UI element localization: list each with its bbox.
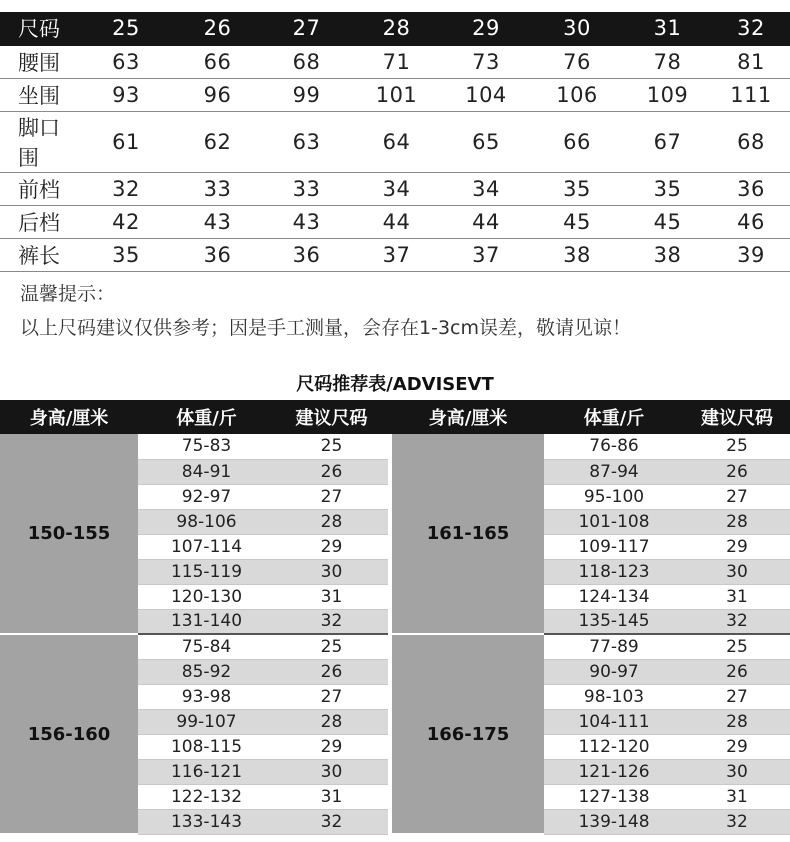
suggested-size-cell: 25 xyxy=(275,434,388,459)
suggested-size-cell: 30 xyxy=(684,759,790,784)
weight-range-cell: 133-143 xyxy=(138,809,275,834)
size-value-cell: 78 xyxy=(623,45,712,78)
size-value-cell: 39 xyxy=(712,238,790,271)
size-row-label: 腰围 xyxy=(0,45,78,78)
size-value-cell: 63 xyxy=(78,45,174,78)
size-value-cell: 81 xyxy=(712,45,790,78)
size-header-cell: 26 xyxy=(174,12,261,45)
weight-range-cell: 120-130 xyxy=(138,584,275,609)
size-value-cell: 68 xyxy=(712,111,790,172)
size-value-cell: 36 xyxy=(174,238,261,271)
size-value-cell: 111 xyxy=(712,78,790,111)
size-value-cell: 45 xyxy=(623,205,712,238)
size-value-cell: 109 xyxy=(623,78,712,111)
weight-range-cell: 104-111 xyxy=(544,709,684,734)
size-value-cell: 34 xyxy=(352,172,441,205)
recommend-title: 尺码推荐表/ADVISEVT xyxy=(296,374,494,395)
weight-range-cell: 115-119 xyxy=(138,559,275,584)
size-value-cell: 33 xyxy=(261,172,352,205)
size-value-cell: 63 xyxy=(261,111,352,172)
size-row-label: 裤长 xyxy=(0,238,78,271)
size-row xyxy=(0,205,790,238)
weight-range-cell: 98-103 xyxy=(544,684,684,709)
size-value-cell: 64 xyxy=(352,111,441,172)
size-row xyxy=(0,238,790,271)
size-value-cell: 96 xyxy=(174,78,261,111)
weight-range-cell: 118-123 xyxy=(544,559,684,584)
size-value-cell: 34 xyxy=(441,172,531,205)
size-value-cell: 36 xyxy=(712,172,790,205)
size-value-cell: 43 xyxy=(174,205,261,238)
weight-range-cell: 124-134 xyxy=(544,584,684,609)
weight-range-cell: 84-91 xyxy=(138,459,275,484)
size-header-cell: 27 xyxy=(261,12,352,45)
size-value-cell: 38 xyxy=(531,238,623,271)
recommend-header-cell: 身高/厘米 xyxy=(392,400,544,434)
size-value-cell: 106 xyxy=(531,78,623,111)
weight-range-cell: 131-140 xyxy=(138,609,275,634)
size-header-cell: 29 xyxy=(441,12,531,45)
size-row xyxy=(0,172,790,205)
size-header-cell: 31 xyxy=(623,12,712,45)
size-header-cell: 30 xyxy=(531,12,623,45)
size-value-cell: 73 xyxy=(441,45,531,78)
suggested-size-cell: 29 xyxy=(275,534,388,559)
recommend-table xyxy=(0,400,790,835)
size-header-row xyxy=(0,12,790,45)
size-value-cell: 33 xyxy=(174,172,261,205)
suggested-size-cell: 27 xyxy=(684,684,790,709)
suggested-size-cell: 27 xyxy=(275,684,388,709)
weight-range-cell: 99-107 xyxy=(138,709,275,734)
size-value-cell: 104 xyxy=(441,78,531,111)
size-value-cell: 93 xyxy=(78,78,174,111)
size-value-cell: 35 xyxy=(78,238,174,271)
suggested-size-cell: 27 xyxy=(684,484,790,509)
suggested-size-cell: 26 xyxy=(275,459,388,484)
suggested-size-cell: 29 xyxy=(275,734,388,759)
size-row-label: 前档 xyxy=(0,172,78,205)
size-value-cell: 62 xyxy=(174,111,261,172)
suggested-size-cell: 26 xyxy=(684,659,790,684)
suggested-size-cell: 32 xyxy=(275,809,388,834)
size-value-cell: 101 xyxy=(352,78,441,111)
weight-range-cell: 139-148 xyxy=(544,809,684,834)
weight-range-cell: 75-83 xyxy=(138,434,275,459)
recommend-header-cell: 建议尺码 xyxy=(275,400,388,434)
size-row xyxy=(0,111,790,172)
weight-range-cell: 75-84 xyxy=(138,634,275,659)
size-value-cell: 36 xyxy=(261,238,352,271)
notice-text: 以上尺码建议仅供参考；因是手工测量，会存在1-3cm误差，敬请见谅！ xyxy=(20,317,631,339)
weight-range-cell: 107-114 xyxy=(138,534,275,559)
size-row-label: 坐围 xyxy=(0,78,78,111)
size-value-cell: 71 xyxy=(352,45,441,78)
suggested-size-cell: 32 xyxy=(684,609,790,634)
suggested-size-cell: 31 xyxy=(275,584,388,609)
weight-range-cell: 95-100 xyxy=(544,484,684,509)
weight-range-cell: 127-138 xyxy=(544,784,684,809)
recommend-header-cell: 体重/斤 xyxy=(138,400,275,434)
weight-range-cell: 87-94 xyxy=(544,459,684,484)
suggested-size-cell: 25 xyxy=(684,434,790,459)
size-value-cell: 44 xyxy=(352,205,441,238)
recommend-row xyxy=(0,634,790,659)
size-row-label: 脚口围 xyxy=(0,111,78,172)
recommend-header-cell: 身高/厘米 xyxy=(0,400,138,434)
size-value-cell: 37 xyxy=(352,238,441,271)
size-row-label: 后档 xyxy=(0,205,78,238)
size-value-cell: 66 xyxy=(531,111,623,172)
size-value-cell: 37 xyxy=(441,238,531,271)
height-range-cell: 161-165 xyxy=(392,434,544,634)
size-row xyxy=(0,78,790,111)
size-value-cell: 35 xyxy=(531,172,623,205)
size-value-cell: 46 xyxy=(712,205,790,238)
suggested-size-cell: 31 xyxy=(684,584,790,609)
suggested-size-cell: 25 xyxy=(275,634,388,659)
size-value-cell: 99 xyxy=(261,78,352,111)
suggested-size-cell: 32 xyxy=(684,809,790,834)
recommend-header-row xyxy=(0,400,790,434)
weight-range-cell: 101-108 xyxy=(544,509,684,534)
weight-range-cell: 85-92 xyxy=(138,659,275,684)
recommend-header-cell: 体重/斤 xyxy=(544,400,684,434)
size-header-cell: 25 xyxy=(78,12,174,45)
weight-range-cell: 122-132 xyxy=(138,784,275,809)
size-header-cell: 32 xyxy=(712,12,790,45)
weight-range-cell: 77-89 xyxy=(544,634,684,659)
recommend-header-cell: 建议尺码 xyxy=(684,400,790,434)
size-value-cell: 68 xyxy=(261,45,352,78)
size-value-cell: 32 xyxy=(78,172,174,205)
suggested-size-cell: 31 xyxy=(684,784,790,809)
suggested-size-cell: 25 xyxy=(684,634,790,659)
suggested-size-cell: 29 xyxy=(684,734,790,759)
weight-range-cell: 135-145 xyxy=(544,609,684,634)
size-value-cell: 61 xyxy=(78,111,174,172)
suggested-size-cell: 27 xyxy=(275,484,388,509)
weight-range-cell: 121-126 xyxy=(544,759,684,784)
notice-title: 温馨提示： xyxy=(20,283,116,305)
size-value-cell: 44 xyxy=(441,205,531,238)
suggested-size-cell: 32 xyxy=(275,609,388,634)
size-value-cell: 45 xyxy=(531,205,623,238)
size-table xyxy=(0,12,790,272)
recommend-row xyxy=(0,434,790,459)
suggested-size-cell: 28 xyxy=(275,709,388,734)
weight-range-cell: 93-98 xyxy=(138,684,275,709)
height-range-cell: 156-160 xyxy=(0,634,138,834)
weight-range-cell: 112-120 xyxy=(544,734,684,759)
weight-range-cell: 108-115 xyxy=(138,734,275,759)
size-value-cell: 76 xyxy=(531,45,623,78)
suggested-size-cell: 30 xyxy=(684,559,790,584)
suggested-size-cell: 26 xyxy=(684,459,790,484)
size-row xyxy=(0,45,790,78)
height-range-cell: 166-175 xyxy=(392,634,544,834)
suggested-size-cell: 31 xyxy=(275,784,388,809)
size-value-cell: 67 xyxy=(623,111,712,172)
suggested-size-cell: 28 xyxy=(684,709,790,734)
size-value-cell: 42 xyxy=(78,205,174,238)
size-value-cell: 66 xyxy=(174,45,261,78)
size-header-cell: 28 xyxy=(352,12,441,45)
size-value-cell: 43 xyxy=(261,205,352,238)
suggested-size-cell: 28 xyxy=(275,509,388,534)
suggested-size-cell: 26 xyxy=(275,659,388,684)
size-value-cell: 35 xyxy=(623,172,712,205)
suggested-size-cell: 28 xyxy=(684,509,790,534)
suggested-size-cell: 30 xyxy=(275,559,388,584)
height-range-cell: 150-155 xyxy=(0,434,138,634)
weight-range-cell: 90-97 xyxy=(544,659,684,684)
suggested-size-cell: 30 xyxy=(275,759,388,784)
weight-range-cell: 116-121 xyxy=(138,759,275,784)
size-value-cell: 38 xyxy=(623,238,712,271)
weight-range-cell: 92-97 xyxy=(138,484,275,509)
suggested-size-cell: 29 xyxy=(684,534,790,559)
weight-range-cell: 109-117 xyxy=(544,534,684,559)
weight-range-cell: 76-86 xyxy=(544,434,684,459)
weight-range-cell: 98-106 xyxy=(138,509,275,534)
size-value-cell: 65 xyxy=(441,111,531,172)
size-header-label: 尺码 xyxy=(0,12,78,45)
